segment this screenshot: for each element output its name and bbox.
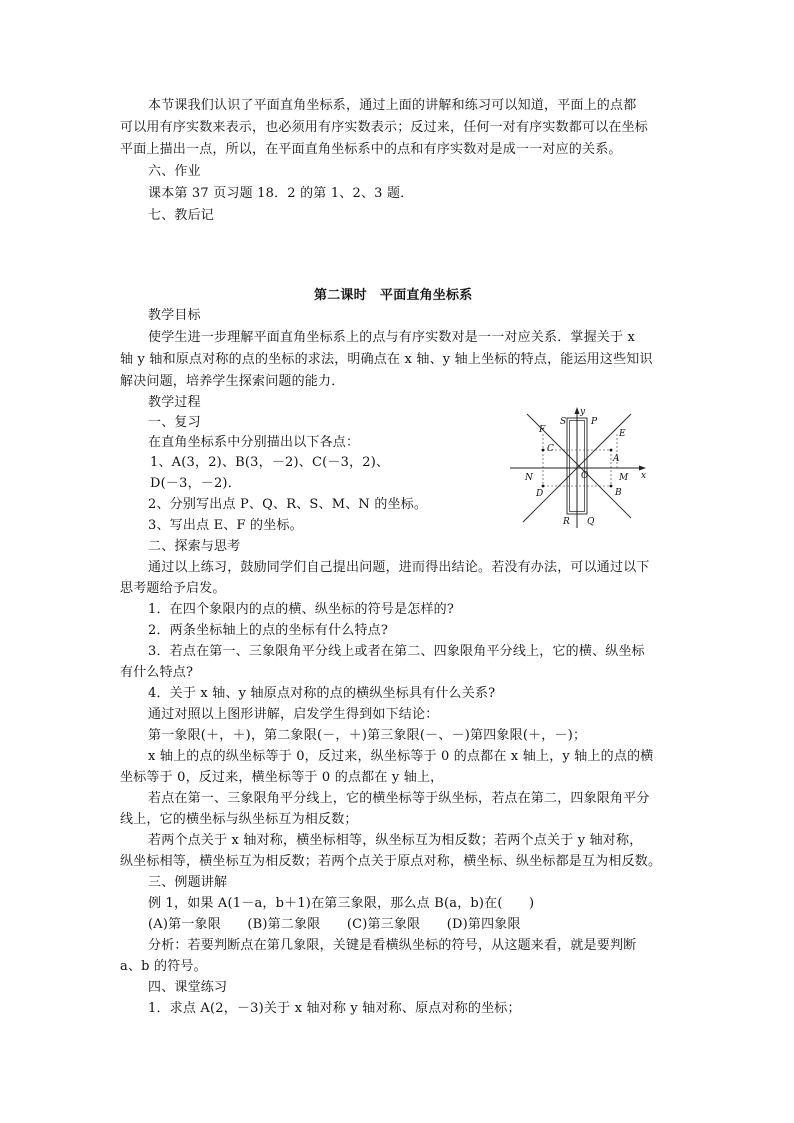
example-heading: 三、例题讲解 [148, 875, 228, 890]
explore-q3b: 有什么特点? [120, 665, 194, 680]
y-axis-arrow [575, 407, 580, 414]
homework-text: 课本第 37 页习题 18．2 的第 1、2、3 题． [148, 186, 414, 201]
practice-q1: 1．求点 A(2，－3)关于 x 轴对称 y 轴对称、原点对称的坐标； [148, 1001, 521, 1016]
example-question: 例 1，如果 A(1－a，b＋1)在第三象限，那么点 B(a，b)在( ) [148, 896, 535, 911]
review-item-2: 2、分别写出点 P、Q、R、S、M、N 的坐标。 [148, 497, 428, 512]
review-item-1a: 1、A(3，2)、B(3，－2)、C(－3，2)、 [150, 455, 390, 470]
label-x: x [641, 471, 647, 481]
goals-line-2: 轴 y 轴和原点对称的点的坐标的求法，明确点在 x 轴、y 轴上坐标的特点，能运用这些知识 [120, 352, 653, 367]
conclusion-3b: 线上，它的横坐标与纵坐标互为相反数； [120, 812, 358, 827]
label-n: N [525, 473, 533, 483]
conclusion-1: 第一象限(＋，＋)，第二象限(－，＋)第三象限(－、－)第四象限(＋，－)； [148, 728, 587, 743]
point-b [610, 485, 613, 488]
explore-conclude: 通过对照以上图形讲解，启发学生得到如下结论： [148, 707, 439, 722]
conclusion-2a: x 轴上的点的纵坐标等于 0，反过来，纵坐标等于 0 的点都在 x 轴上，y 轴上的点的横 [148, 749, 654, 764]
label-a: A [613, 454, 620, 464]
explore-intro-2: 思考题给予启发。 [120, 581, 226, 596]
goals-line-1: 使学生进一步理解平面直角坐标系上的点与有序实数对是一一对应关系．掌握关于 x [148, 330, 636, 345]
conclusion-3a: 若点在第一、三象限角平分线上，它的横坐标等于纵坐标，若点在第二，四象限角平分 [148, 791, 650, 806]
label-p: P [591, 417, 598, 427]
explore-q4: 4．关于 x 轴、y 轴原点对称的点的横纵坐标具有什么关系? [148, 686, 496, 701]
label-s: S [560, 417, 567, 427]
conclusion-2b: 坐标等于 0，反过来，横坐标等于 0 的点都在 y 轴上， [120, 770, 444, 785]
label-b: B [615, 488, 622, 498]
review-heading: 一、复习 [148, 415, 201, 430]
intro-line-2: 可以用有序实数来表示，也必须用有序实数表示；反过来，任何一对有序实数都可以在坐标 [120, 120, 649, 135]
intro-line-3: 平面上描出一点，所以，在平面直角坐标系中的点和有序实数对是成一一对应的关系。 [120, 142, 622, 157]
practice-heading: 四、课堂练习 [148, 980, 228, 995]
example-options: (A)第一象限 (B)第二象限 (C)第三象限 (D)第四象限 [148, 917, 521, 932]
label-q: Q [587, 517, 595, 527]
point-c [542, 449, 545, 452]
explore-q2: 2．两条坐标轴上的点的坐标有什么特点? [148, 623, 389, 638]
explore-intro-1: 通过以上练习，鼓励同学们自己提出问题，进而得出结论。若没有办法，可以通过以下 [148, 560, 650, 575]
goals-heading: 教学目标 [148, 308, 201, 323]
explore-heading: 二、探索与思考 [148, 539, 241, 554]
review-item-3: 3、写出点 E、F 的坐标。 [148, 518, 303, 533]
coordinate-figure [505, 404, 650, 532]
lesson-title: 第二课时 平面直角坐标系 [314, 288, 473, 303]
review-intro: 在直角坐标系中分别描出以下各点： [148, 435, 360, 450]
label-f: F [539, 425, 546, 435]
homework-heading: 六、作业 [148, 164, 201, 179]
review-item-1b: D(－3，－2)． [150, 476, 241, 491]
label-o: O [581, 471, 589, 481]
explore-q1: 1．在四个象限内的点的横、纵坐标的符号是怎样的? [148, 602, 455, 617]
point-d [542, 485, 545, 488]
label-y: y [580, 407, 586, 417]
x-axis-arrow [639, 466, 646, 471]
label-m: M [619, 473, 629, 483]
point-a [610, 449, 613, 452]
goals-line-3: 解决问题，培养学生探索问题的能力． [120, 374, 345, 389]
reflection-heading: 七、教后记 [148, 208, 215, 223]
explore-q3a: 3．若点在第一、三象限角平分线上或者在第二、四象限角平分线上，它的横、纵坐标 [148, 644, 645, 659]
process-heading: 教学过程 [148, 395, 201, 410]
label-e: E [619, 429, 626, 439]
conclusion-4b: 纵坐标相等，横坐标互为相反数；若两个点关于原点对称，横坐标、纵坐标都是互为相反数。 [120, 854, 662, 869]
example-analysis-1: 分析：若要判断点在第几象限，关键是看横纵坐标的符号，从这题来看，就是要判断 [148, 938, 637, 953]
conclusion-4a: 若两个点关于 x 轴对称，横坐标相等，纵坐标互为相反数；若两个点关于 y 轴对称， [148, 833, 643, 848]
label-r: R [563, 517, 570, 527]
intro-line-1: 本节课我们认识了平面直角坐标系，通过上面的讲解和练习可以知道，平面上的点都 [148, 98, 637, 113]
example-analysis-2: a、b 的符号。 [120, 959, 207, 974]
label-d: D [536, 489, 544, 499]
label-c: C [547, 444, 554, 454]
